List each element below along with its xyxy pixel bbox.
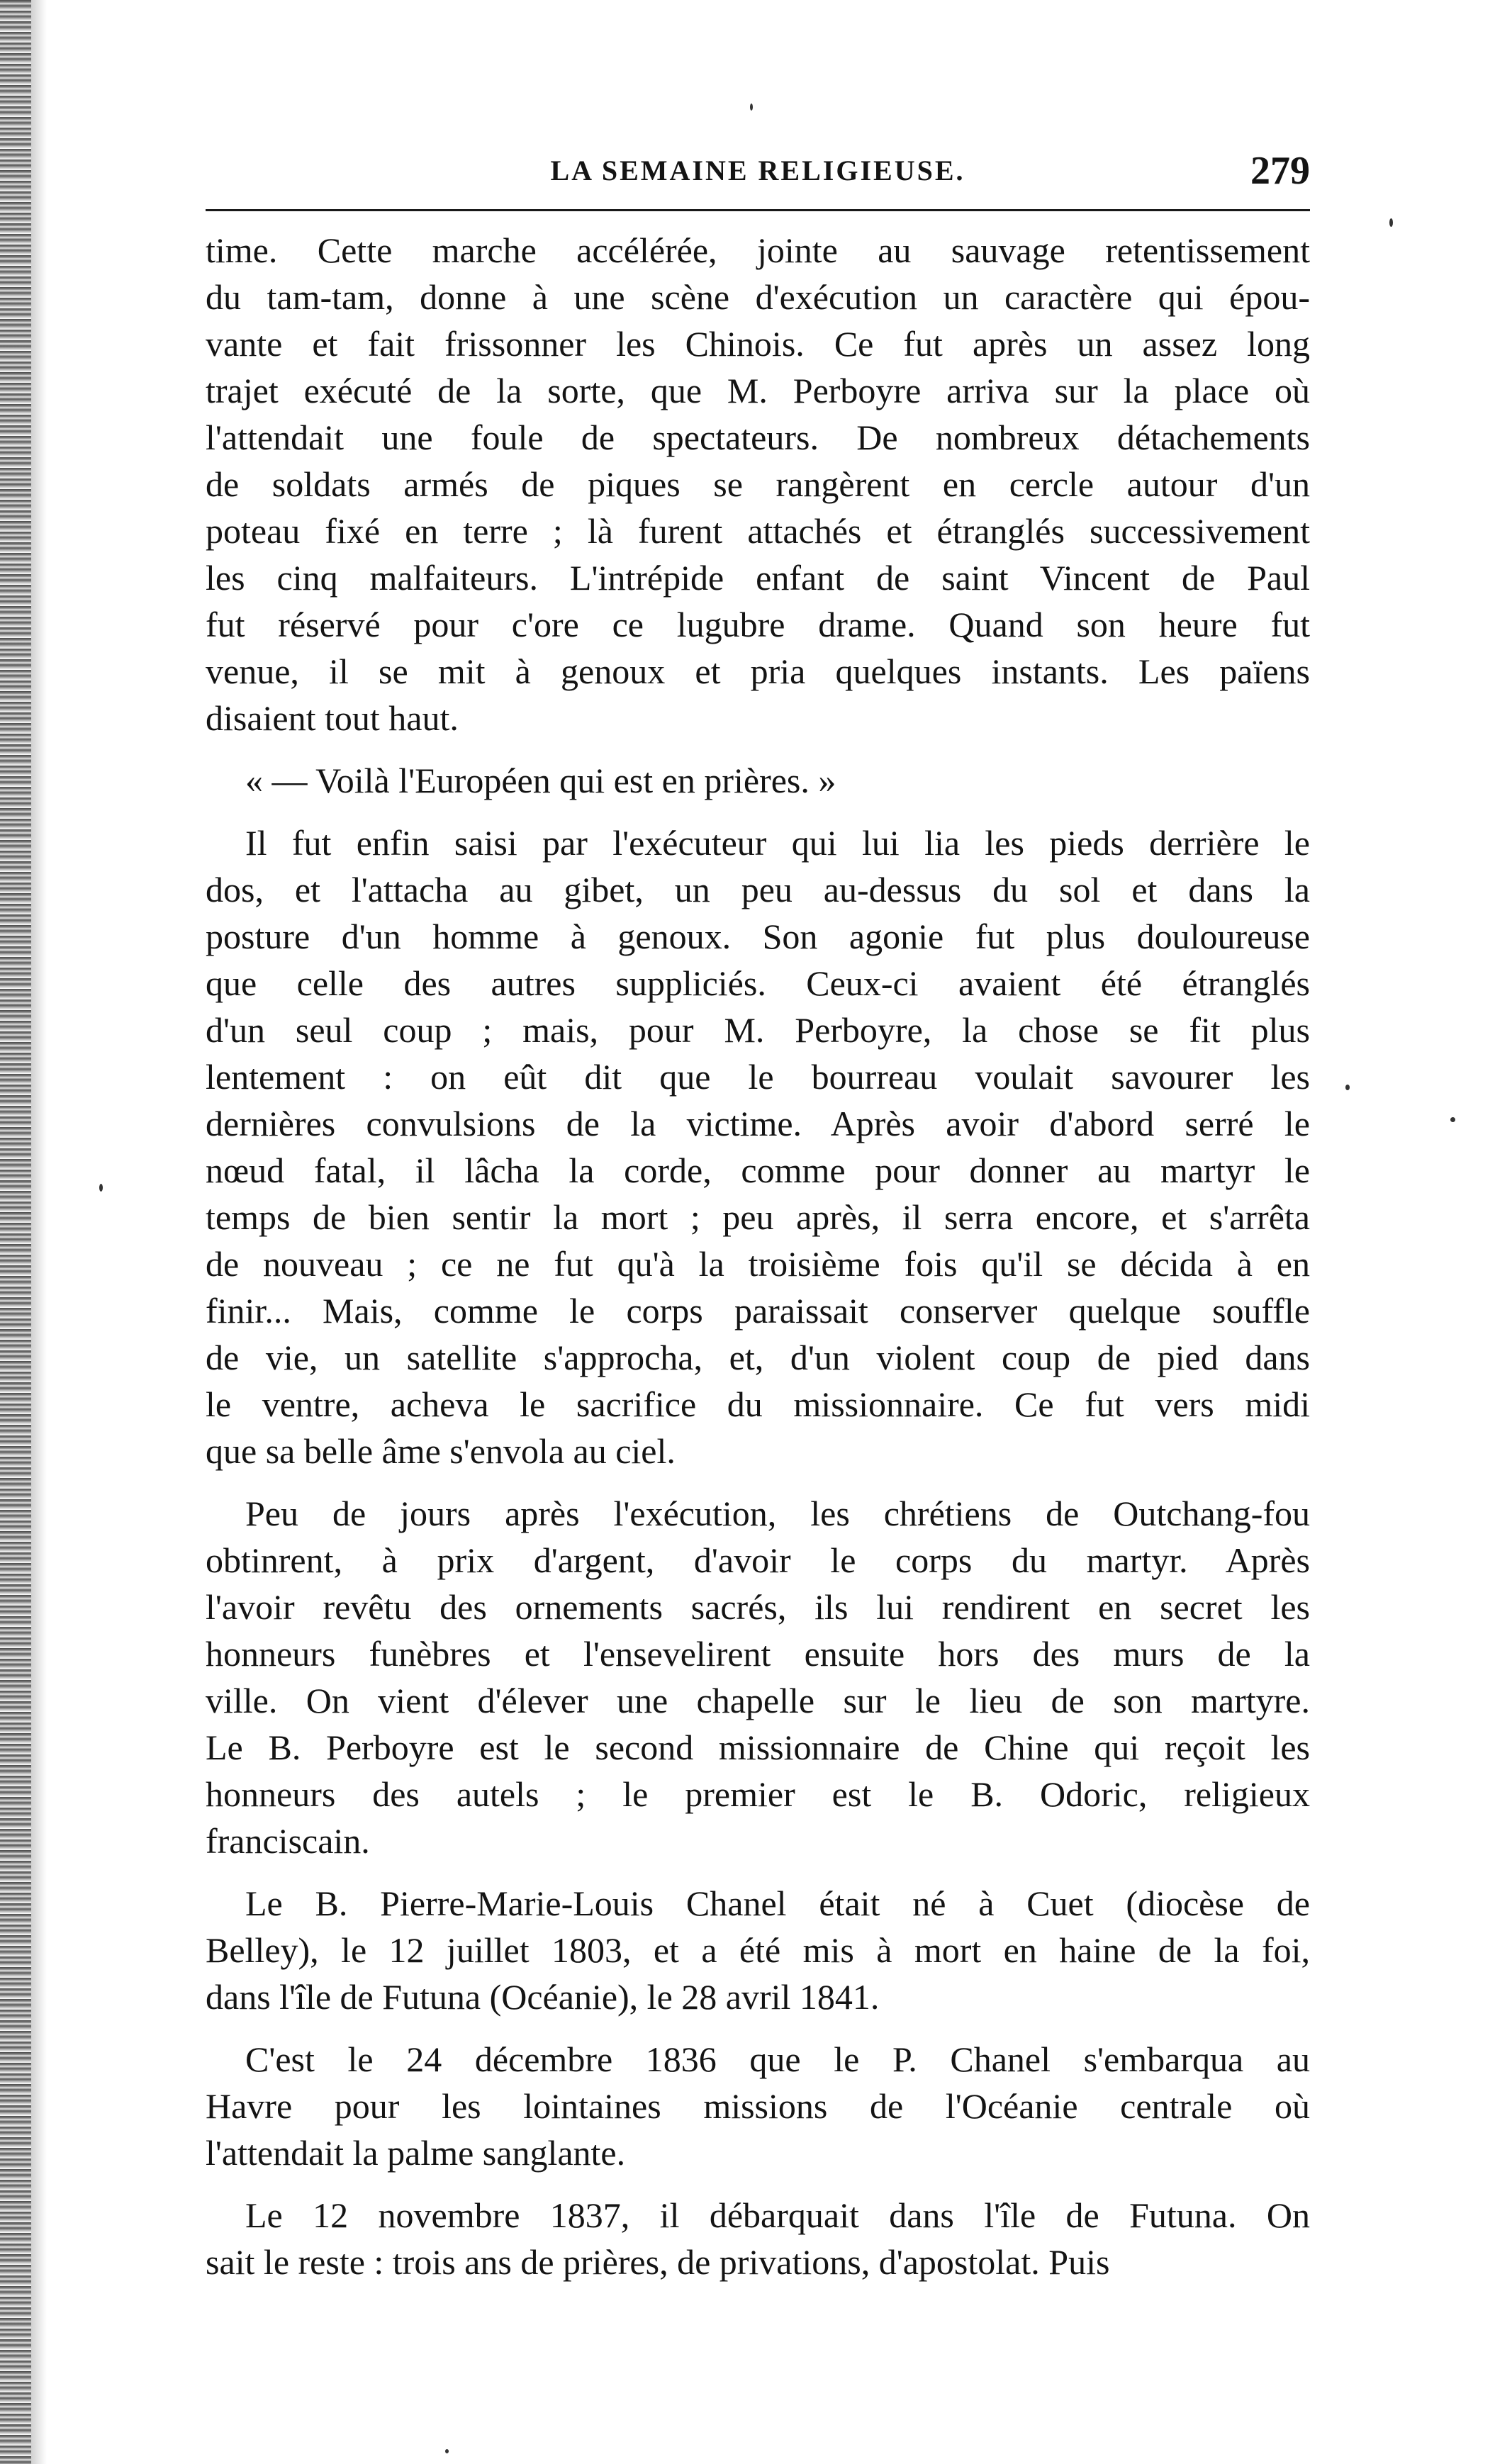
text-line: honneurs funèbres et l'ensevelirent ensuite hors des murs de la	[206, 1634, 1310, 1674]
text-line: Belley), le 12 juillet 1803, et a été mis à mort en haine de la foi,	[206, 1930, 1310, 1970]
ink-speck	[445, 2449, 449, 2453]
text-line: de nouveau ; ce ne fut qu'à la troisième fois qu'il se décida à en	[206, 1244, 1310, 1284]
text-line: C'est le 24 décembre 1836 que le P. Chanel s'embarqua au	[245, 2039, 1310, 2079]
text-line: du tam-tam, donne à une scène d'exécution un caractère qui épou-	[206, 277, 1310, 317]
text-line: « — Voilà l'Européen qui est en prières. »	[245, 761, 836, 800]
text-line: Le B. Pierre-Marie-Louis Chanel était né à Cuet (diocèse de	[245, 1883, 1310, 1923]
text-line: les cinq malfaiteurs. L'intrépide enfant de saint Vincent de Paul	[206, 558, 1310, 598]
paragraph-gap	[206, 741, 1310, 757]
paragraph	[206, 1490, 1310, 1864]
text-line: disaient tout haut.	[206, 698, 459, 738]
text-line: nœud fatal, il lâcha la corde, comme pour donner au martyr le	[206, 1150, 1310, 1190]
text-line: que celle des autres suppliciés. Ceux-ci avaient été étranglés	[206, 963, 1310, 1003]
text-line: d'un seul coup ; mais, pour M. Perboyre, la chose se fit plus	[206, 1010, 1310, 1050]
ink-speck	[1345, 1085, 1350, 1090]
text-line: ville. On vient d'élever une chapelle sur le lieu de son martyre.	[206, 1681, 1310, 1720]
paragraph-gap	[206, 1864, 1310, 1880]
ink-speck	[1389, 218, 1393, 227]
paragraph-gap	[206, 804, 1310, 819]
text-line: time. Cette marche accélérée, jointe au sauvage retentissement	[206, 230, 1310, 270]
text-line: obtinrent, à prix d'argent, d'avoir le corps du martyr. Après	[206, 1540, 1310, 1580]
book-page	[206, 138, 1310, 2285]
text-line: dos, et l'attacha au gibet, un peu au-dessus du sol et dans la	[206, 870, 1310, 909]
text-line: le ventre, acheva le sacrifice du missionnaire. Ce fut vers midi	[206, 1384, 1310, 1424]
header-rule	[206, 209, 1310, 211]
text-line: dans l'île de Futuna (Océanie), le 28 avril 1841.	[206, 1977, 880, 2017]
paragraph	[206, 1880, 1310, 2020]
paragraph	[206, 227, 1310, 741]
text-line: Peu de jours après l'exécution, les chrétiens de Outchang-fou	[245, 1494, 1310, 1533]
text-line: Havre pour les lointaines missions de l'Océanie centrale où	[206, 2086, 1310, 2126]
text-line: l'avoir revêtu des ornements sacrés, ils lui rendirent en secret les	[206, 1587, 1310, 1627]
text-line: de soldats armés de piques se rangèrent en cercle autour d'un	[206, 464, 1310, 504]
running-header	[206, 138, 1310, 209]
text-line: sait le reste : trois ans de prières, de privations, d'apostolat. Puis	[206, 2242, 1110, 2282]
text-line: finir... Mais, comme le corps paraissait conserver quelque souffle	[206, 1291, 1310, 1331]
text-line: l'attendait une foule de spectateurs. De nombreux détachements	[206, 418, 1310, 457]
running-title: LA SEMAINE RELIGIEUSE.	[550, 155, 965, 186]
paragraph-gap	[206, 2176, 1310, 2192]
paragraph-gap	[206, 2020, 1310, 2036]
text-line: Le 12 novembre 1837, il débarquait dans l'île de Futuna. On	[245, 2195, 1310, 2235]
text-line: franciscain.	[206, 1821, 370, 1861]
gutter-shadow	[31, 0, 47, 2464]
ink-speck	[99, 1184, 103, 1192]
paragraph	[206, 819, 1310, 1474]
body-text	[206, 227, 1310, 2285]
text-line: posture d'un homme à genoux. Son agonie fut plus douloureuse	[206, 917, 1310, 956]
text-line: vante et fait frissonner les Chinois. Ce fut après un assez long	[206, 324, 1310, 364]
text-line: de vie, un satellite s'approcha, et, d'un violent coup de pied dans	[206, 1338, 1310, 1377]
text-line: Il fut enfin saisi par l'exécuteur qui lui lia les pieds derrière le	[245, 823, 1310, 863]
paragraph	[206, 2192, 1310, 2285]
text-line: Le B. Perboyre est le second missionnaire de Chine qui reçoit les	[206, 1727, 1310, 1767]
text-line: dernières convulsions de la victime. Après avoir d'abord serré le	[206, 1104, 1310, 1143]
ink-speck	[1450, 1117, 1455, 1122]
paragraph	[206, 757, 1310, 804]
text-line: lentement : on eût dit que le bourreau voulait savourer les	[206, 1057, 1310, 1097]
text-line: venue, il se mit à genoux et pria quelques instants. Les païens	[206, 651, 1310, 691]
text-line: que sa belle âme s'envola au ciel.	[206, 1431, 676, 1471]
book-binding-edge	[0, 0, 31, 2464]
text-line: temps de bien sentir la mort ; peu après, il serra encore, et s'arrêta	[206, 1197, 1310, 1237]
text-line: honneurs des autels ; le premier est le B. Odoric, religieux	[206, 1774, 1310, 1814]
ink-speck	[750, 103, 753, 111]
paragraph	[206, 2036, 1310, 2176]
text-line: l'attendait la palme sanglante.	[206, 2133, 626, 2173]
paragraph-gap	[206, 1474, 1310, 1490]
text-line: fut réservé pour c'ore ce lugubre drame. Quand son heure fut	[206, 605, 1310, 644]
text-line: poteau fixé en terre ; là furent attachés et étranglés successivement	[206, 511, 1310, 551]
page-number: 279	[1250, 149, 1310, 193]
text-line: trajet exécuté de la sorte, que M. Perboyre arriva sur la place où	[206, 371, 1310, 410]
